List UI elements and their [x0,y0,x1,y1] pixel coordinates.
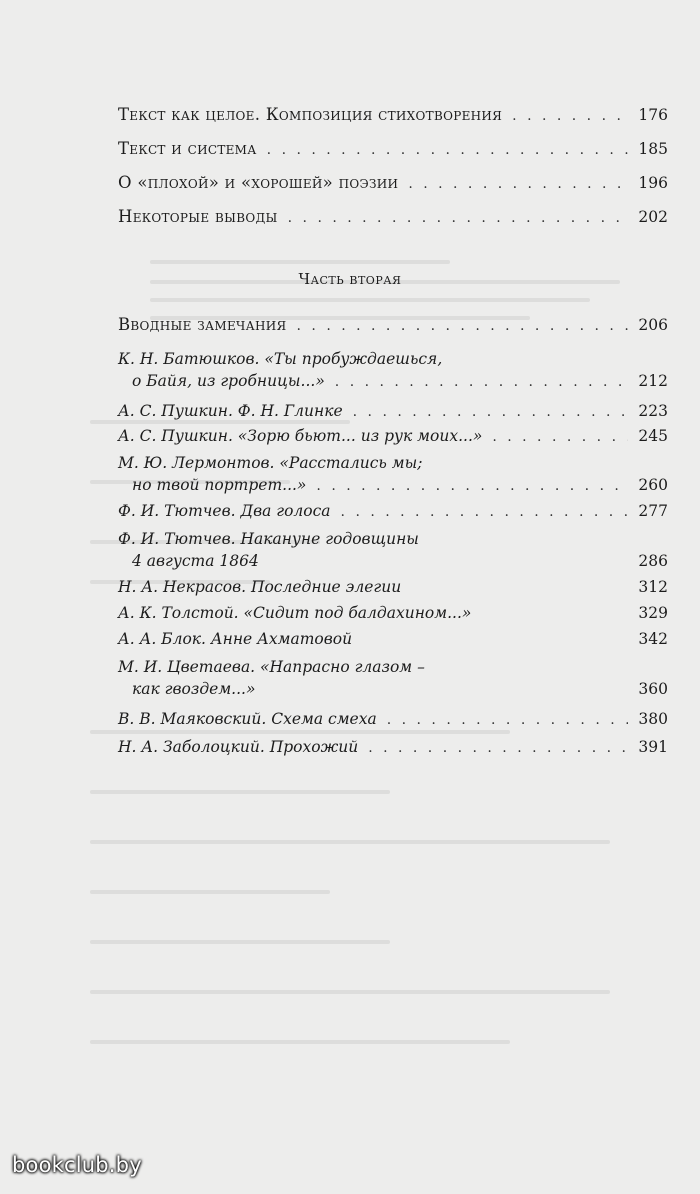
dot-leader [267,139,628,161]
toc-entry-title-line: М. И. Цветаева. «Напрасно глазом – [118,658,425,676]
toc-entry[interactable] [118,500,668,523]
toc-entry[interactable] [118,314,668,337]
toc-entry[interactable] [118,452,668,497]
toc-entry[interactable] [118,425,668,448]
dot-leader [512,105,628,127]
toc-entry[interactable] [118,708,668,731]
toc-entry[interactable] [118,172,668,195]
dot-leader [341,501,628,523]
toc-page-number: 212 [638,372,668,390]
toc-page-number: 185 [638,140,668,158]
toc-page-number: 206 [638,316,668,334]
toc-entry-title-line: 4 августа 1864 [132,552,259,570]
toc-entry[interactable] [118,628,668,651]
dot-leader [368,737,628,759]
dot-leader [335,371,628,393]
toc-page-number: 223 [638,402,668,420]
toc-entry[interactable] [118,138,668,161]
toc-entry[interactable] [118,528,668,573]
toc-entry-title-line: но твой портрет...» [132,476,307,494]
toc-page-number: 312 [638,578,668,596]
toc-entry[interactable] [118,576,668,599]
toc-entry-title: Некоторые выводы [118,207,278,226]
toc-page-number: 380 [638,710,668,728]
toc-entry-title: Текст как целое. Композиция стихотворения [118,105,503,124]
dot-leader [297,315,628,337]
toc-page-number: 360 [638,680,668,698]
toc-entry[interactable] [118,206,668,229]
toc-page-number: 245 [638,427,668,445]
toc-entry-title: Н. А. Некрасов. Последние элегии [118,578,402,596]
toc-entry-title-line: М. Ю. Лермонтов. «Расстались мы; [118,454,423,472]
toc-entry[interactable] [118,104,668,127]
toc-page-number: 277 [638,502,668,520]
dot-leader [387,709,628,731]
toc-entry[interactable] [118,602,668,625]
toc-page-number: 260 [638,476,668,494]
toc-entry-title-line: как гвоздем...» [132,680,256,698]
toc-entry[interactable] [118,400,668,423]
toc-entry-title: В. В. Маяковский. Схема смеха [118,710,377,728]
toc-page-number: 342 [638,630,668,648]
toc-entry-title: А. С. Пушкин. Ф. Н. Глинке [118,402,343,420]
toc-page-number: 176 [638,106,668,124]
toc-entry-title: А. С. Пушкин. «Зорю бьют... из рук моих...» [118,427,483,445]
dot-leader [492,426,628,448]
dot-leader [288,207,628,229]
toc-entry-title-line: К. Н. Батюшков. «Ты пробуждаешься, [118,350,443,368]
toc-entry-title-line: о Байя, из гробницы...» [132,372,325,390]
toc-entry-title: Текст и система [118,139,257,158]
part-heading: Часть вторая [298,270,402,288]
site-watermark: bookclub.by [12,1153,142,1177]
toc-page-number: 286 [638,552,668,570]
dot-leader [353,401,628,423]
toc-entry[interactable] [118,736,668,759]
toc-entry[interactable] [118,656,668,701]
toc-page-number: 391 [638,738,668,756]
toc-page-number: 196 [638,174,668,192]
toc-page-number: 329 [638,604,668,622]
toc-entry-title-line: Ф. И. Тютчев. Накануне годовщины [118,530,419,548]
toc-entry-title: Н. А. Заболоцкий. Прохожий [118,738,359,756]
toc-page-number: 202 [638,208,668,226]
toc-entry-title: Ф. И. Тютчев. Два голоса [118,502,331,520]
toc-entry-title: А. А. Блок. Анне Ахматовой [118,630,353,648]
toc-entry-title: А. К. Толстой. «Сидит под балдахином...» [118,604,472,622]
toc-entry[interactable] [118,348,668,393]
dot-leader [316,475,628,497]
toc-entry-title: Вводные замечания [118,315,287,334]
dot-leader [408,173,628,195]
toc-entry-title: О «плохой» и «хорошей» поэзии [118,173,399,192]
